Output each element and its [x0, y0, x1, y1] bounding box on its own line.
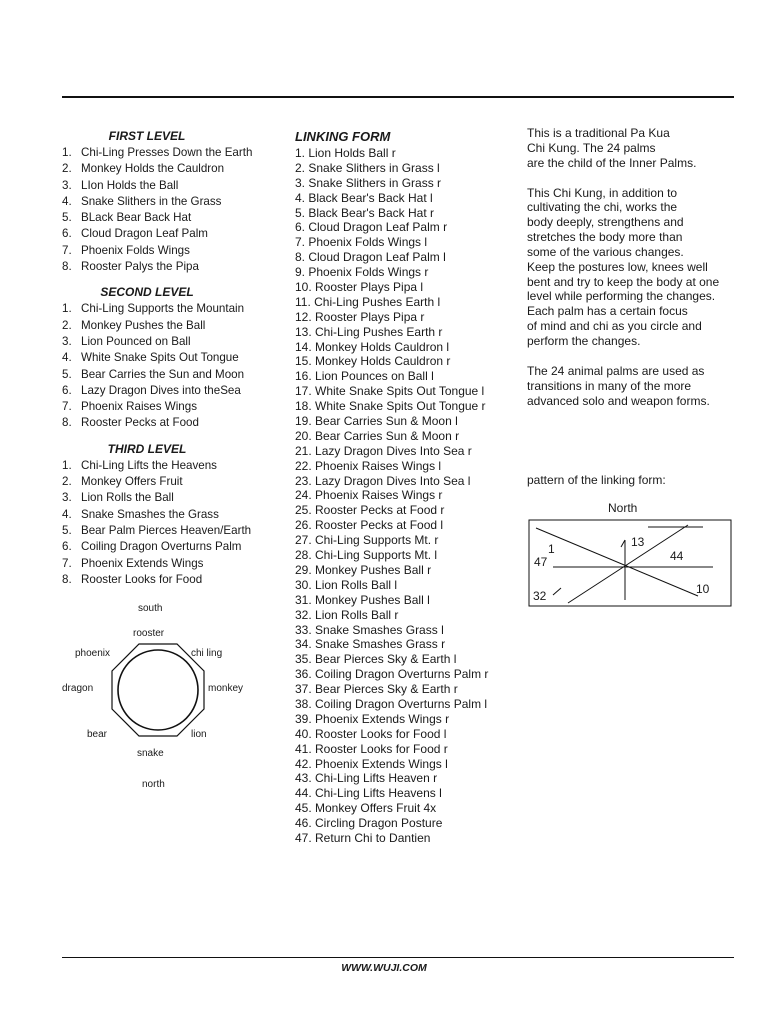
octagon-diagram [110, 642, 206, 738]
list-item: 11. Chi-Ling Pushes Earth l [295, 294, 441, 309]
list-item: 40. Rooster Looks for Food l [295, 726, 447, 741]
list-item: 1. Chi-Ling Lifts the Heavens [62, 458, 217, 472]
list-item: 24. Phoenix Raises Wings r [295, 488, 443, 503]
octagon-label-south: south [138, 603, 163, 614]
first-level-list [62, 145, 262, 275]
footer-url: WWW.WUJI.COM [341, 962, 427, 974]
list-item: 27. Chi-Ling Supports Mt. r [295, 533, 439, 548]
pattern-diagram [528, 500, 736, 610]
list-item: 4. Snake Slithers in the Grass [62, 194, 222, 208]
list-item: 37. Bear Pierces Sky & Earth r [295, 682, 458, 697]
pattern-number-32: 32 [533, 589, 547, 603]
list-item: 1. Lion Holds Ball r [295, 146, 396, 160]
first-level-heading: FIRST LEVEL [108, 129, 186, 143]
list-item: 20. Bear Carries Sun & Moon r [295, 428, 460, 443]
list-item: 4. White Snake Spits Out Tongue [62, 351, 239, 365]
linking-form-column [295, 128, 510, 846]
octagon-label-north: north [142, 779, 165, 790]
list-item: 18. White Snake Spits Out Tongue r [295, 399, 486, 414]
pattern-number-10: 10 [696, 582, 710, 596]
list-item: 4. Snake Smashes the Grass [62, 507, 219, 521]
levels-column [62, 127, 262, 596]
list-item: 38. Coiling Dragon Overturns Palm l [295, 696, 488, 711]
third-level-heading: THIRD LEVEL [107, 441, 187, 456]
pattern-arrow [621, 540, 625, 547]
octagon-label-rooster: rooster [133, 628, 165, 639]
list-item: 47. Return Chi to Dantien [295, 830, 431, 845]
list-item: 34. Snake Smashes Grass r [295, 637, 446, 652]
list-item: 13. Chi-Ling Pushes Earth r [295, 324, 443, 339]
list-item: 8. Rooster Palys the Pipa [62, 260, 199, 274]
intro-paragraph-1: This is a traditional Pa Kua Chi Kung. The 24 palms are the child of the Inner Palms. [527, 126, 697, 170]
list-item: 28. Chi-Ling Supports Mt. l [295, 548, 438, 563]
list-item: 46. Circling Dragon Posture [295, 816, 443, 831]
list-item: 1. Chi-Ling Supports the Mountain [62, 302, 245, 316]
list-item: 10. Rooster Plays Pipa l [295, 280, 424, 295]
list-item: 22. Phoenix Raises Wings l [295, 458, 442, 473]
second-level-heading: SECOND LEVEL [100, 285, 194, 300]
list-item: 3. Lion Rolls the Ball [62, 491, 174, 505]
list-item: 7. Phoenix Raises Wings [62, 400, 197, 414]
list-item: 30. Lion Rolls Ball l [295, 577, 398, 592]
intro-column [527, 126, 737, 423]
list-item: 4. Black Bear's Back Hat l [295, 190, 433, 205]
list-item: 9. Phoenix Folds Wings r [295, 265, 429, 280]
list-item: 6. Lazy Dragon Dives into theSea [62, 383, 241, 397]
pattern-number-47: 47 [534, 555, 548, 569]
list-item: 2. Monkey Offers Fruit [62, 475, 183, 489]
list-item: 5. Black Bear's Back Hat r [295, 205, 435, 220]
second-level-list [62, 301, 262, 431]
list-item: 7. Phoenix Folds Wings [62, 243, 190, 257]
octagon-label-snake: snake [137, 748, 164, 759]
octagon-label-chi-ling: chi ling [191, 648, 223, 659]
list-item: 21. Lazy Dragon Dives Into Sea r [295, 443, 472, 458]
list-item: 35. Bear Pierces Sky & Earth l [295, 652, 457, 667]
list-item: 3. Snake Slithers in Grass r [295, 175, 442, 190]
list-item: 5. Bear Carries the Sun and Moon [62, 367, 245, 381]
pattern-north-label: North [608, 501, 638, 515]
pattern-arrow [553, 588, 561, 595]
list-item: 2. Snake Slithers in Grass l [295, 160, 440, 175]
octagon-label-dragon: dragon [62, 683, 94, 694]
list-item: 3. Lion Pounced on Ball [62, 334, 191, 348]
list-item: 7. Phoenix Folds Wings l [295, 235, 428, 250]
intro-paragraph-3: The 24 animal palms are used as transitions in many of the more advanced solo and weapon forms. [527, 363, 710, 408]
list-item: 19. Bear Carries Sun & Moon l [295, 414, 458, 429]
pattern-label: pattern of the linking form: [527, 473, 666, 487]
list-item: 41. Rooster Looks for Food r [295, 741, 448, 756]
list-item: 7. Phoenix Extends Wings [62, 556, 204, 570]
list-item: 42. Phoenix Extends Wings l [295, 756, 448, 771]
linking-form-list [295, 146, 510, 846]
list-item: 2. Monkey Holds the Cauldron [62, 162, 225, 176]
list-item: 12. Rooster Plays Pipa r [295, 309, 425, 324]
list-item: 6. Coiling Dragon Overturns Palm [62, 540, 242, 554]
list-item: 6. Cloud Dragon Leaf Palm r [295, 220, 448, 235]
list-item: 17. White Snake Spits Out Tongue l [295, 384, 485, 399]
list-item: 25. Rooster Pecks at Food r [295, 503, 445, 518]
list-item: 16. Lion Pounces on Ball l [295, 369, 434, 384]
list-item: 43. Chi-Ling Lifts Heaven r [295, 771, 438, 786]
list-item: 32. Lion Rolls Ball r [295, 607, 399, 622]
octagon-label-lion: lion [191, 729, 207, 740]
list-item: 14. Monkey Holds Cauldron l [295, 339, 450, 354]
linking-form-title: LINKING FORM [295, 129, 391, 144]
list-item: 6. Cloud Dragon Leaf Palm [62, 227, 208, 241]
list-item: 39. Phoenix Extends Wings r [295, 711, 450, 726]
list-item: 5. BLack Bear Back Hat [62, 211, 192, 225]
list-item: 15. Monkey Holds Cauldron r [295, 354, 451, 369]
list-item: 33. Snake Smashes Grass l [295, 622, 444, 637]
list-item: 29. Monkey Pushes Ball r [295, 562, 432, 577]
list-item: 8. Rooster Looks for Food [62, 572, 203, 586]
pattern-number-1: 1 [548, 542, 555, 556]
pattern-number-44: 44 [670, 549, 684, 563]
list-item: 23. Lazy Dragon Dives Into Sea l [295, 473, 471, 488]
circle-path [118, 650, 198, 730]
top-rule [62, 96, 734, 98]
intro-paragraph-2: This Chi Kung, in addition to cultivating the chi, works the body deeply, strengthens and stretches the body more than some of the various changes. Keep the postures low, knees well bent and try to keep the body at one level while performing the changes. Each palm has a certain focus of mind and chi as you circle and perform the changes. [527, 185, 720, 348]
octagon-label-bear: bear [87, 729, 108, 740]
list-item: 44. Chi-Ling Lifts Heavens l [295, 786, 442, 801]
list-item: 1. Chi-Ling Presses Down the Earth [62, 146, 253, 159]
list-item: 2. Monkey Pushes the Ball [62, 318, 206, 332]
pattern-number-13: 13 [631, 535, 645, 549]
list-item: 45. Monkey Offers Fruit 4x [295, 801, 437, 816]
third-level-list [62, 458, 262, 588]
list-item: 8. Rooster Pecks at Food [62, 416, 199, 430]
octagon-label-monkey: monkey [208, 683, 244, 694]
list-item: 36. Coiling Dragon Overturns Palm r [295, 667, 489, 682]
list-item: 26. Rooster Pecks at Food l [295, 518, 444, 533]
octagon-shape [112, 644, 204, 736]
list-item: 3. LIon Holds the Ball [62, 178, 179, 192]
pattern-line [568, 525, 688, 603]
bottom-rule [62, 957, 734, 958]
list-item: 5. Bear Palm Pierces Heaven/Earth [62, 523, 252, 537]
list-item: 31. Monkey Pushes Ball l [295, 592, 430, 607]
octagon-label-phoenix: phoenix [75, 648, 111, 659]
list-item: 8. Cloud Dragon Leaf Palm l [295, 250, 446, 265]
